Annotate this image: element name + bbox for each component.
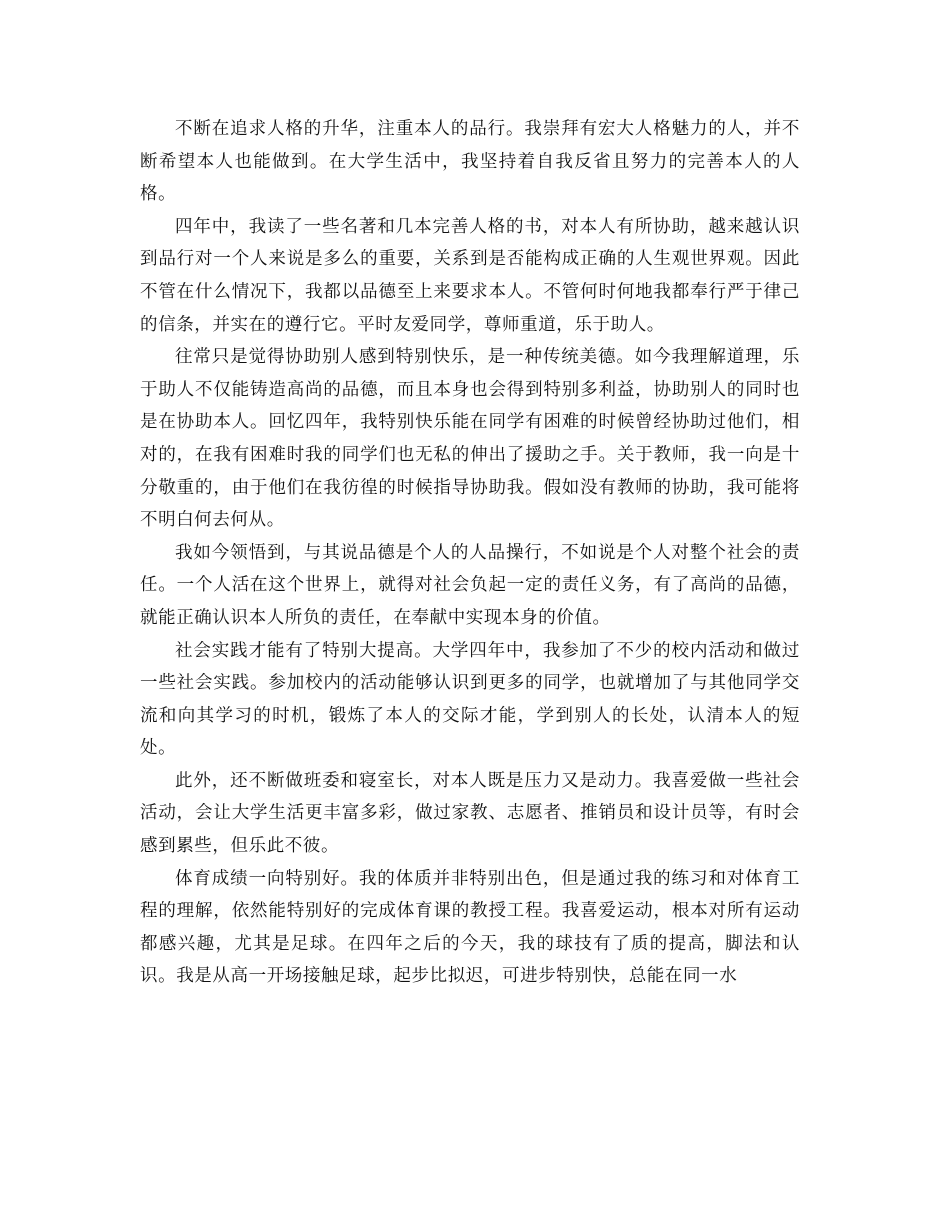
paragraph-6: 此外，还不断做班委和寝室长，对本人既是压力又是动力。我喜爱做一些社会活动，会让大学生活更丰富多彩，做过家教、志愿者、推销员和设计员等，有时会感到累些，但乐此不彼。 — [140, 770, 800, 857]
paragraph-3: 往常只是觉得协助别人感到特别快乐，是一种传统美德。如今我理解道理，乐于助人不仅能铸造高尚的品德，而且本身也会得到特别多利益，协助别人的同时也是在协助本人。回忆四年，我特别快乐能在同学有困难的时候曾经协助过他们，相对的，在我有困难时我的同学们也无私的伸出了援助之手。关于教师，我一向是十分敬重的，由于他们在我彷徨的时候指导协助我。假如没有教师的协助，我可能将不明白何去何从。 — [140, 347, 800, 531]
paragraph-4: 我如今领悟到，与其说品德是个人的人品操行，不如说是个人对整个社会的责任。一个人活在这个世界上，就得对社会负起一定的责任义务，有了高尚的品德，就能正确认识本人所负的责任，在奉献中实现本身的价值。 — [140, 542, 800, 628]
paragraph-1: 不断在追求人格的升华，注重本人的品行。我崇拜有宏大人格魅力的人，并不断希望本人也能做到。在大学生活中，我坚持着自我反省且努力的完善本人的人格。 — [140, 119, 800, 205]
paragraph-7: 体育成绩一向特别好。我的体质并非特别出色，但是通过我的练习和对体育工程的理解，依然能特别好的完成体育课的教授工程。我喜爱运动，根本对所有运动都感兴趣，尤其是足球。在四年之后的今天，我的球技有了质的提高，脚法和认识。我是从高一开场接触足球，起步比拟迟，可进步特别快，总能在同一水 — [140, 868, 800, 987]
paragraph-2: 四年中，我读了一些名著和几本完善人格的书，对本人有所协助，越来越认识到品行对一个人来说是多么的重要，关系到是否能构成正确的人生观世界观。因此不管在什么情况下，我都以品德至上来要求本人。不管何时何地我都奉行严于律己的信条，并实在的遵行它。平时友爱同学，尊师重道，乐于助人。 — [140, 216, 800, 335]
document-page — [140, 113, 800, 993]
paragraph-5: 社会实践才能有了特别大提高。大学四年中，我参加了不少的校内活动和做过一些社会实践。参加校内的活动能够认识到更多的同学，也就增加了与其他同学交流和向其学习的时机，锻炼了本人的交际才能，学到别人的长处，认清本人的短处。 — [140, 640, 800, 759]
